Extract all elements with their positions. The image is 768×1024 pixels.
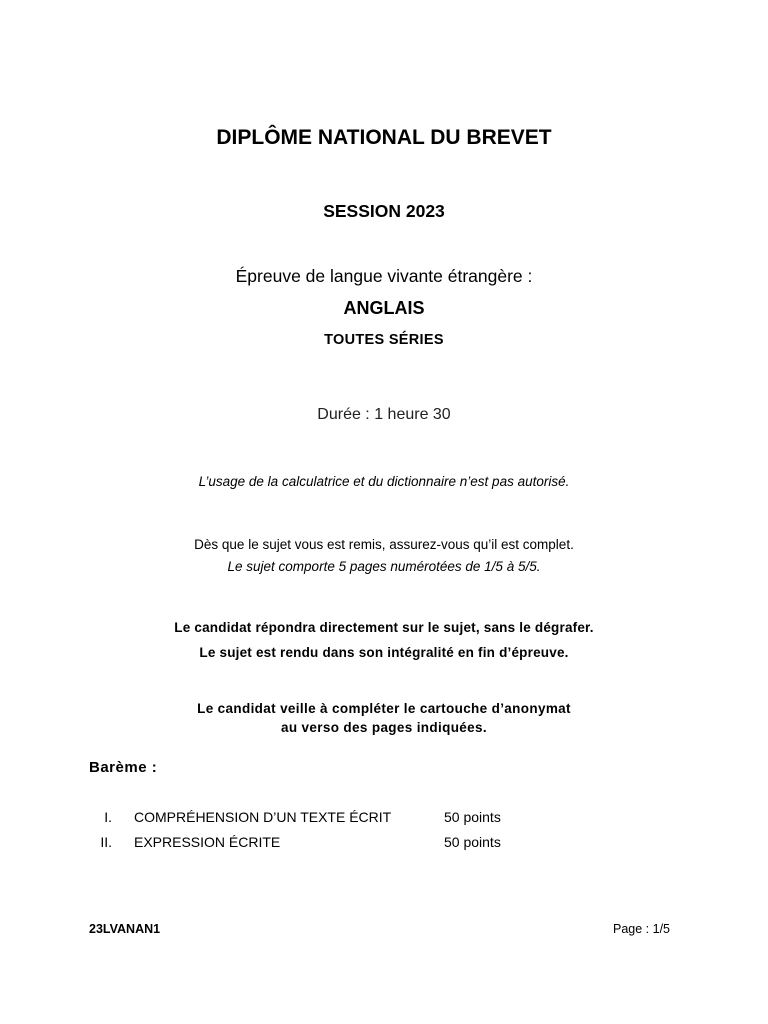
footer-page-number: Page : 1/5 <box>613 922 670 936</box>
bareme-row-label: EXPRESSION ÉCRITE <box>134 834 281 850</box>
bareme-row-points: 50 points <box>444 834 501 850</box>
cartouche-instruction-line1: Le candidat veille à compléter le cartouche d’anonymat <box>197 701 571 716</box>
bareme-row-label: COMPRÉHENSION D’UN TEXTE ÉCRIT <box>134 809 392 825</box>
exam-series: TOUTES SÉRIES <box>324 332 444 348</box>
footer-subject-code: 23LVANAN1 <box>89 922 161 936</box>
cartouche-instruction-line2: au verso des pages indiquées. <box>281 720 487 735</box>
bareme-row-number: II. <box>100 834 112 850</box>
bareme-row-points: 50 points <box>444 809 501 825</box>
bareme-row <box>0 809 768 829</box>
completeness-notice: Dès que le sujet vous est remis, assurez-vous qu’il est complet. <box>194 537 574 552</box>
return-instruction: Le sujet est rendu dans son intégralité en fin d’épreuve. <box>199 645 569 660</box>
answer-instruction: Le candidat répondra directement sur le sujet, sans le dégrafer. <box>174 620 594 635</box>
pages-notice: Le sujet comporte 5 pages numérotées de 1/5 à 5/5. <box>227 559 541 574</box>
calculator-notice: L’usage de la calculatrice et du dictionnaire n’est pas autorisé. <box>198 474 570 489</box>
exam-subject: ANGLAIS <box>343 298 425 318</box>
bareme-row <box>0 834 768 854</box>
bareme-row-number: I. <box>104 809 112 825</box>
session-year: SESSION 2023 <box>323 201 445 221</box>
exam-type: Épreuve de langue vivante étrangère : <box>235 266 533 286</box>
bareme-heading: Barème : <box>89 759 158 776</box>
exam-duration: Durée : 1 heure 30 <box>317 406 451 423</box>
document-title: DIPLÔME NATIONAL DU BREVET <box>216 126 552 149</box>
